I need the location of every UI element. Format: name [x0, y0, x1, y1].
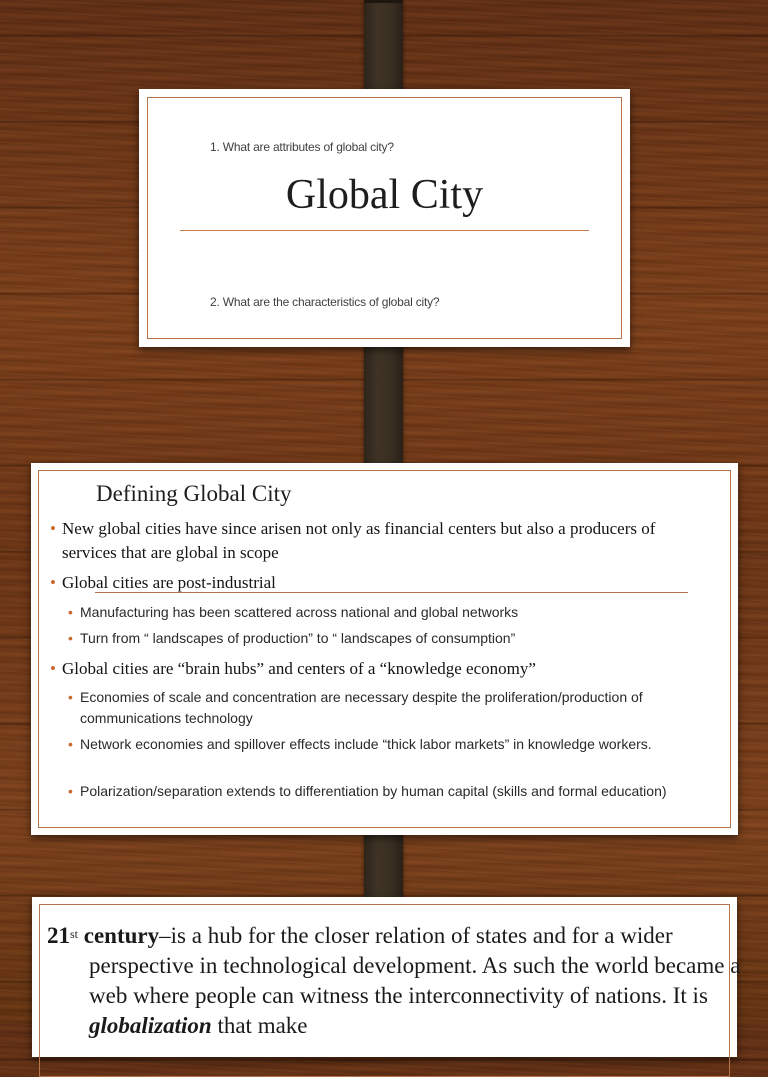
globalization-term: globalization [89, 1013, 212, 1038]
bullet-text: New global cities have since arisen not only as financial centers but also a producers of services that are global in scope [62, 519, 656, 562]
question-two: 2. What are the characteristics of global city? [210, 295, 440, 309]
sub-bullet-item [68, 687, 720, 729]
sub-bullet-text: Turn from “ landscapes of production” to “ landscapes of consumption” [80, 630, 516, 646]
sub-bullet-item [68, 602, 720, 623]
sub-bullet-item [68, 734, 720, 755]
bullet-item [50, 657, 712, 681]
slide-title: Defining Global City [96, 481, 292, 506]
bullet-marker: • [68, 783, 73, 799]
century-word: century [83, 923, 160, 948]
bullet-marker: • [68, 604, 73, 620]
slide-frame [147, 97, 622, 339]
section-divider [95, 592, 688, 593]
bullet-text: Global cities are “brain hubs” and centers of a “knowledge economy” [62, 659, 536, 678]
ordinal-suffix: st [70, 927, 79, 941]
slide-21st-century[interactable] [32, 897, 741, 1057]
paragraph-text-end: that make [211, 1013, 308, 1038]
sub-bullet-item [68, 628, 720, 649]
title-divider [180, 230, 589, 231]
bullet-marker: • [68, 689, 73, 705]
sub-bullet-text: Economies of scale and concentration are necessary despite the proliferation/production of communications technology [80, 689, 643, 726]
sub-bullet-text: Manufacturing has been scattered across national and global networks [80, 604, 519, 620]
sub-bullet-text: Polarization/separation extends to differentiation by human capital (skills and formal education) [80, 783, 667, 799]
bullet-item [50, 517, 712, 565]
paragraph-text: –is a hub for the closer relation of states and for a wider perspective in technological development. As such the world became a web where people can witness the interconnectivity of nations. It is [89, 923, 741, 1008]
bullet-marker: • [50, 573, 56, 592]
hanging-strip-middle [364, 330, 403, 480]
sub-bullet-text: Network economies and spillover effects include “thick labor markets” in knowledge workers. [80, 736, 652, 752]
slide-global-city-title[interactable] [139, 89, 630, 347]
sub-bullet-item [68, 781, 720, 802]
century-number: 21 [47, 923, 70, 948]
question-one: 1. What are attributes of global city? [210, 140, 394, 154]
slide-frame [38, 470, 731, 828]
bullet-marker: • [50, 659, 56, 678]
bullet-marker: • [68, 736, 73, 752]
slide-defining-global-city[interactable] [31, 463, 738, 835]
bullet-marker: • [50, 519, 56, 538]
slide-paragraph [47, 921, 749, 1041]
bullet-text: Global cities are post-industrial [62, 573, 276, 592]
bullet-marker: • [68, 630, 73, 646]
slide-title: Global City [285, 172, 484, 218]
